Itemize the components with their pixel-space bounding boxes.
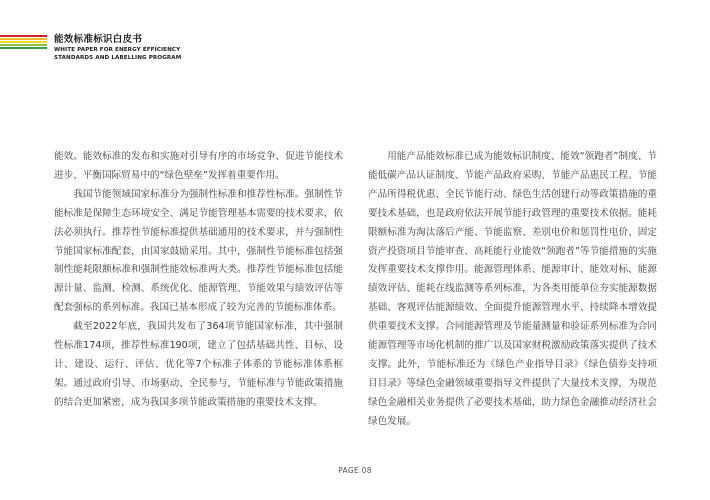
document-subtitle-line1: WHITE PAPER FOR ENERGY EFFICIENCY (54, 47, 181, 53)
left-paragraph-2: 我国节能领域国家标准分为强制性标准和推荐性标准。强制性节能标准是保障生态环境安全、满足节能管理基本需要的技术要求，依法必须执行。推荐性节能标准提供基础通用的技术要求，并与强制性节能国家标准配套，由国家鼓励采用。其中，强制性节能标准包括强制性能耗限额标准和强制性能效标准两大类。推荐性节能标准包括能源计量、监测、检测、系统优化、能源管理、节能效果与绩效评估等配套强标的系列标准。我国已基本形成了较为完善的节能标准体系。 (54, 188, 343, 314)
right-paragraph-1: 用能产品能效标准已成为能效标识制度、能效“领跑者”制度、节能低碳产品认证制度、节能产品政府采购、节能产品惠民工程、节能产品所得税优惠、全民节能行动、绿色生活创建行动等政策措施的重要技术基础，也是政府依法开展节能行政管理的重要技术依据。能耗限额标准为淘汰落后产能、节能监察、差别电价和惩罚性电价、固定资产投资项目节能审查、高耗能行业能效“领跑者”等节能措施的实施发挥重要技术支撑作用。能源管理体系、能源审计、能效对标、能源绩效评估、能耗在线监测等系列标准，为各类用能单位夯实能源数据基础、客观评估能源绩效、全面提升能源管理水平、持续降本增效提供重要技术支撑。合同能源管理及节能量测量和验证系列标准为合同能源管理等市场化机制的推广以及国家财税激励政策落实提供了技术支撑。此外，节能标准还为《绿色产业指导目录》《绿色债券支持项目目录》等绿色金融领域重要指导文件提供了大量技术支撑，为规范绿色金融相关业务提供了必要技术基础，助力绿色金融推动经济社会绿色发展。 (368, 151, 657, 427)
stripe-red (0, 35, 47, 37)
document-subtitle-line2: STANDARDS AND LABELLING PROGRAM (54, 55, 182, 61)
stripe-orange (0, 38, 47, 40)
left-text-column (54, 148, 343, 413)
document-header (54, 34, 181, 62)
stripe-light-green (0, 44, 47, 46)
stripe-yellow (0, 41, 47, 43)
page-number: PAGE 08 (338, 466, 372, 475)
brand-color-stripes (0, 35, 47, 50)
left-paragraph-1: 能效。能效标准的发布和实施对引导有序的市场竞争、促进节能技术进步、平衡国际贸易中的“绿色壁垒”发挥着重要作用。 (54, 151, 343, 181)
right-text-column (368, 148, 657, 432)
left-paragraph-3: 截至2022年底，我国共发布了364项节能国家标准，其中强制性标准174项，推荐性标准190项，建立了包括基础共性、目标、设计、建设、运行、评估、优化等7个标准子体系的节能标准体系框架。通过政府引导、市场驱动、全民参与，节能标准与节能政策措施的结合更加紧密，成为我国多项节能政策措施的重要技术支撑。 (54, 321, 343, 408)
stripe-green (0, 47, 47, 49)
document-title: 能效标准标识白皮书 (54, 34, 143, 45)
